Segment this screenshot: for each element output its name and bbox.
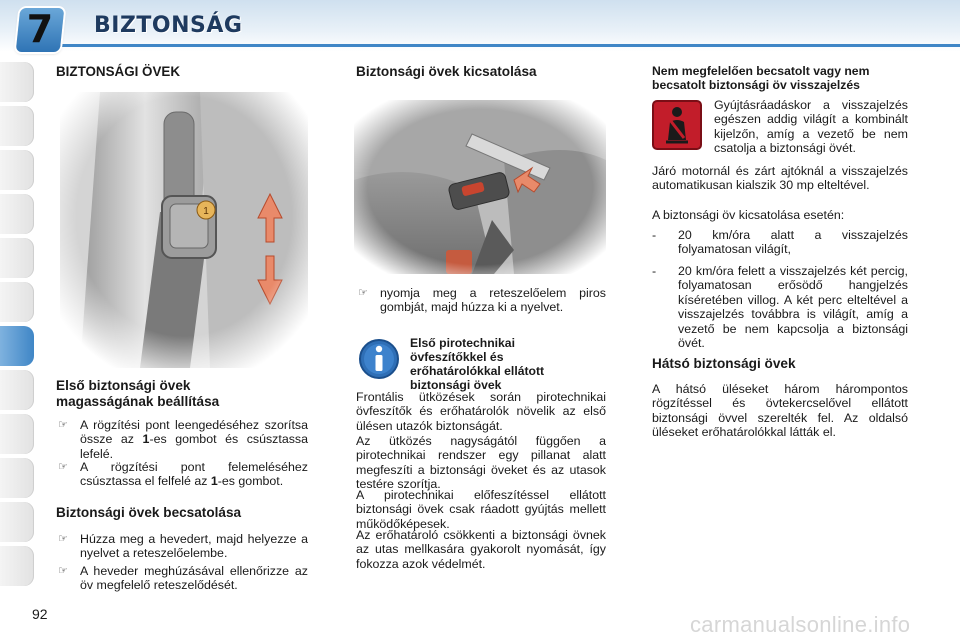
paragraph: A pirotechnikai előfeszítéssel ellátott biztonsági övek csak ráadott gyújtás mellett működőképesek.: [356, 488, 606, 531]
height-adjust-title-line2: magasságának beállítása: [56, 394, 220, 409]
chapter-number: 7: [26, 7, 54, 51]
pointing-hand-icon: ☞: [58, 532, 68, 545]
seatbelt-height-figure: [60, 92, 308, 368]
paragraph: Az erőhatároló csökkenti a biztonsági övnek az utas mellkasára gyakorolt nyomását, így fokozza azok védelmét.: [356, 528, 606, 571]
paragraph: Az ütközés nagyságától függően a pirotechnikai rendszer egy pillanat alatt megfeszíti a biztonsági öveket és az utasok testére szorítja.: [356, 434, 606, 492]
paragraph: Frontális ütközések során pirotechnikai övfeszítők és erőhatárolók növelik az első ülésen utazók biztonságát.: [356, 390, 606, 433]
height-adjust-title-line1: Első biztonsági övek: [56, 378, 191, 393]
watermark: carmanualsonline.info: [690, 612, 911, 637]
chapter-tab-11[interactable]: [0, 502, 34, 542]
seatbelt-warning-icon: [652, 100, 702, 150]
chapter-tab-5[interactable]: [0, 238, 34, 278]
info-icon: [358, 338, 400, 380]
list-item: ☞ A heveder meghúzásával ellenőrizze az öv megfelelő reteszelődését.: [58, 564, 308, 593]
warning-lamp-title: Nem megfelelően becsatolt vagy nem becsatolt biztonsági öv visszajelzés: [652, 64, 870, 92]
unfasten-title: Biztonsági övek kicsatolása: [356, 64, 537, 79]
rear-belts-title: Hátsó biztonsági övek: [652, 356, 796, 371]
chapter-tab-4[interactable]: [0, 194, 34, 234]
list-item: ☞ A rögzítési pont felemeléséhez csúsztassa el felfelé az 1-es gombot.: [58, 460, 308, 489]
list-item: ☞ A rögzítési pont leengedéséhez szorítsa össze az 1-es gombot és csúsztassa lefelé.: [58, 418, 308, 461]
list-item: ☞ Húzza meg a hevedert, majd helyezze a nyelvet a reteszelőelembe.: [58, 532, 308, 561]
chapter-tab-3[interactable]: [0, 150, 34, 190]
pyrotechnic-title: Első pirotechnikai övfeszítőkkel és erőhatárolókkal ellátott biztonsági övek: [410, 336, 545, 392]
list-item: - 20 km/óra felett a visszajelzés két percig, folyamatosan erősödő hangjelzés kíséretében villog. A két perc elteltével a visszajelzés továbbra is világít, amíg a vezető be nem kapcsolja a biztonsági övét.: [652, 264, 908, 351]
chapter-tab-7-active[interactable]: [0, 326, 34, 366]
engine-running-text: Járó motornál és zárt ajtóknál a visszajelzés automatikusan kialszik 30 mp elteltével.: [652, 164, 908, 193]
chapter-tab-2[interactable]: [0, 106, 34, 146]
list-item: ☞ nyomja meg a reteszelőelem piros gombját, majd húzza ki a nyelvet.: [358, 286, 606, 315]
pointing-hand-icon: ☞: [58, 418, 68, 431]
buckle-figure: [354, 100, 606, 274]
rear-belts-text: A hátsó üléseket három hárompontos rögzítéssel és övtekercselővel ellátott biztonsági övvel szerelték fel. Az oldalsó üléseket erőhatárolókkal látták el.: [652, 382, 908, 440]
page-number: 92: [32, 606, 48, 622]
unbuckled-intro: A biztonsági öv kicsatolása esetén:: [652, 208, 845, 222]
page-title: BIZTONSÁG: [94, 13, 243, 38]
section-title: BIZTONSÁGI ÖVEK: [56, 64, 181, 79]
pointing-hand-icon: ☞: [58, 564, 68, 577]
warning-lamp-text: Gyújtásráadáskor a visszajelzés egészen addig világít a kombinált kijelzőn, amíg a vezető be nem csatolja a biztonsági övét.: [714, 98, 908, 156]
pointing-hand-icon: ☞: [58, 460, 68, 473]
pointing-hand-icon: ☞: [358, 286, 368, 299]
chapter-tab-10[interactable]: [0, 458, 34, 498]
list-item: - 20 km/óra alatt a visszajelzés folyamatosan világít,: [652, 228, 908, 257]
header-rule: [30, 44, 960, 47]
fasten-title: Biztonsági övek becsatolása: [56, 505, 242, 520]
chapter-tab-6[interactable]: [0, 282, 34, 322]
chapter-tab-1[interactable]: [0, 62, 34, 102]
height-adjust-title: [56, 378, 219, 410]
chapter-tab-8[interactable]: [0, 370, 34, 410]
chapter-tab-9[interactable]: [0, 414, 34, 454]
chapter-tab-12[interactable]: [0, 546, 34, 586]
